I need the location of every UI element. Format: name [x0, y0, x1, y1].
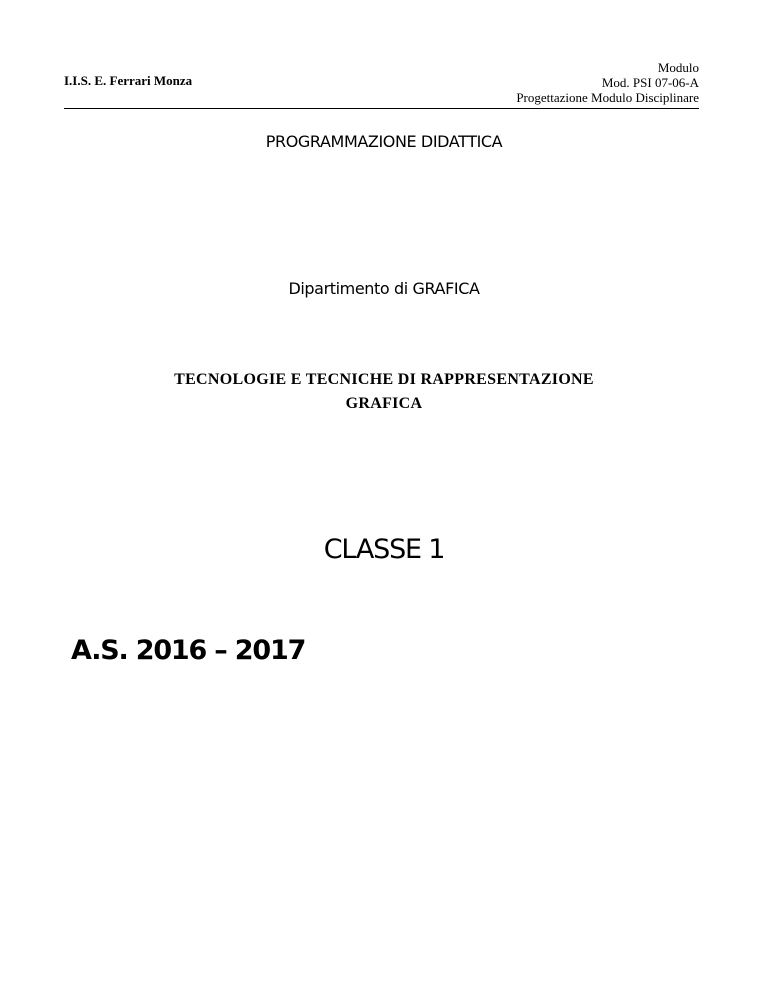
- subject-name: [0, 368, 768, 416]
- class-label: CLASSE 1: [323, 534, 445, 565]
- subject-line-2: GRAFICA: [345, 395, 423, 412]
- module-code: Mod. PSI 07-06-A: [601, 75, 699, 90]
- module-label: Modulo: [657, 60, 699, 75]
- subject-line-1: TECNOLOGIE E TECNICHE DI RAPPRESENTAZIONE: [174, 371, 594, 388]
- module-description: Progettazione Modulo Disciplinare: [516, 90, 699, 105]
- document-title: PROGRAMMAZIONE DIDATTICA: [265, 132, 503, 151]
- department-name: Dipartimento di GRAFICA: [288, 279, 480, 298]
- module-info: [516, 60, 699, 105]
- school-year: A.S. 2016 – 2017: [71, 635, 306, 666]
- institute-name: I.I.S. E. Ferrari Monza: [64, 73, 193, 88]
- page-header: [64, 60, 699, 109]
